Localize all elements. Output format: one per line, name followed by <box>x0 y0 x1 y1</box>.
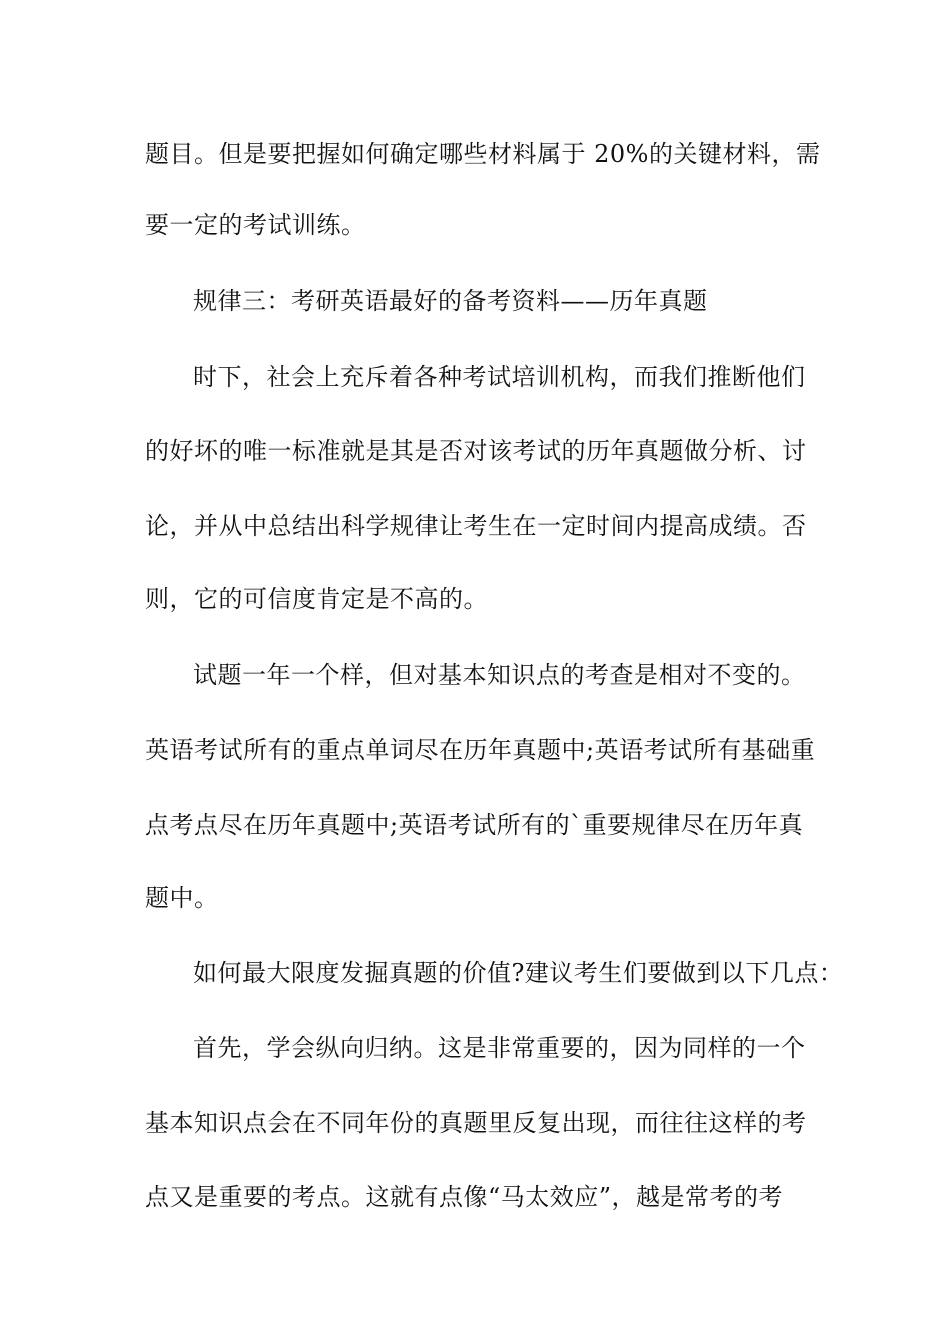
text-line: 点考点尽在历年真题中;英语考试所有的`重要规律尽在历年真 <box>145 811 804 839</box>
text-line: 要一定的考试训练。 <box>145 211 366 239</box>
text-line: 则，它的可信度肯定是不高的。 <box>145 585 488 613</box>
text-line: 点又是重要的考点。这就有点像“马太效应”，越是常考的考 <box>145 1183 784 1211</box>
section-heading: 规律三：考研英语最好的备考资料——历年真题 <box>193 287 708 315</box>
text-line: 试题一年一个样，但对基本知识点的考查是相对不变的。 <box>193 661 806 689</box>
text-line: 基本知识点会在不同年份的真题里反复出现，而往往这样的考 <box>145 1109 807 1137</box>
text-line: 如何最大限度发掘真题的价值?建议考生们要做到以下几点： <box>193 959 844 987</box>
text-line: 论，并从中总结出科学规律让考生在一定时间内提高成绩。否 <box>145 512 807 540</box>
text-line: 题中。 <box>145 884 219 912</box>
text-line: 首先，学会纵向归纳。这是非常重要的，因为同样的一个 <box>193 1034 806 1062</box>
text-line: 题目。但是要把握如何确定哪些材料属于 20%的关键材料，需 <box>145 140 821 168</box>
text-line: 时下，社会上充斥着各种考试培训机构，而我们推断他们 <box>193 363 806 391</box>
text-line: 的好坏的唯一标准就是其是否对该考试的历年真题做分析、讨 <box>145 437 807 465</box>
text-line: 英语考试所有的重点单词尽在历年真题中;英语考试所有基础重 <box>145 736 816 764</box>
